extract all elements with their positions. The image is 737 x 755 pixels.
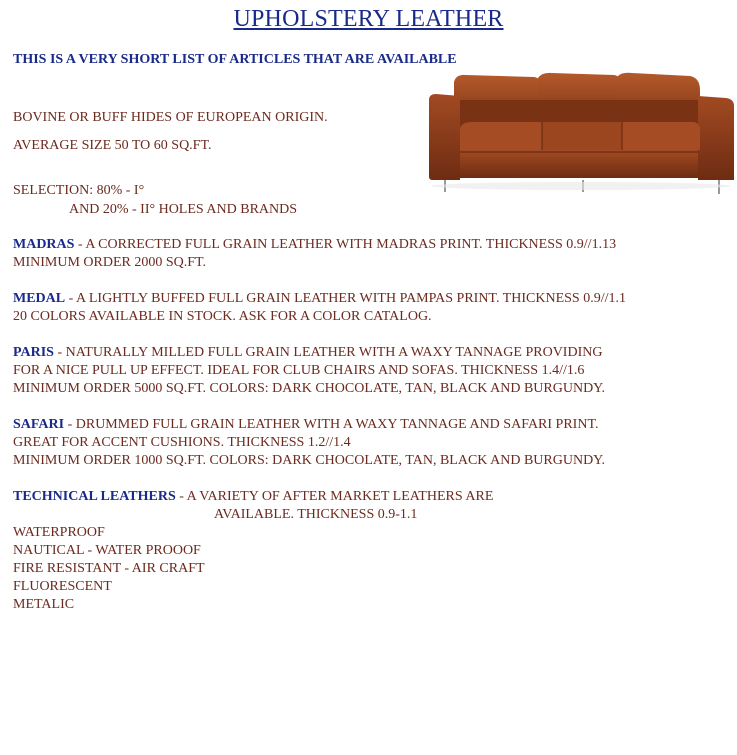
article-name: MEDAL <box>13 291 66 306</box>
article-safari-line-3: MINIMUM ORDER 1000 SQ.FT. COLORS: DARK CHOCOLATE, TAN, BLACK AND BURGUNDY. <box>13 453 605 468</box>
article-madras-line-1: MADRAS - A CORRECTED FULL GRAIN LEATHER WITH MADRAS PRINT. THICKNESS 0.9//1.13 <box>13 237 617 252</box>
technical-line-1: TECHNICAL LEATHERS - A VARIETY OF AFTER MARKET LEATHERS ARE <box>13 489 494 504</box>
size-text: AVERAGE SIZE 50 TO 60 SQ.FT. <box>13 138 212 153</box>
origin-text: BOVINE OR BUFF HIDES OF EUROPEAN ORIGIN. <box>13 110 328 125</box>
technical-item: WATERPROOF <box>13 525 105 540</box>
technical-item: METALIC <box>13 597 75 612</box>
article-medal-line-2: 20 COLORS AVAILABLE IN STOCK. ASK FOR A COLOR CATALOG. <box>13 309 432 324</box>
article-paris-line-1: PARIS - NATURALLY MILLED FULL GRAIN LEATHER WITH A WAXY TANNAGE PROVIDING <box>13 345 603 360</box>
article-name: SAFARI <box>13 417 65 432</box>
page-subtitle: THIS IS A VERY SHORT LIST OF ARTICLES THAT ARE AVAILABLE <box>13 52 457 67</box>
article-paris-line-2: FOR A NICE PULL UP EFFECT. IDEAL FOR CLUB CHAIRS AND SOFAS. THICKNESS 1.4//1.6 <box>13 363 585 378</box>
article-medal-line-1: MEDAL - A LIGHTLY BUFFED FULL GRAIN LEATHER WITH PAMPAS PRINT. THICKNESS 0.9//1.1 <box>13 291 626 306</box>
article-paris-line-3: MINIMUM ORDER 5000 SQ.FT. COLORS: DARK CHOCOLATE, TAN, BLACK AND BURGUNDY. <box>13 381 605 396</box>
article-safari-line-1: SAFARI - DRUMMED FULL GRAIN LEATHER WITH A WAXY TANNAGE AND SAFARI PRINT. <box>13 417 599 432</box>
sofa-image <box>426 70 736 196</box>
selection-line-1: SELECTION: 80% - I° <box>13 183 145 198</box>
article-name: MADRAS <box>13 237 75 252</box>
article-name: PARIS <box>13 345 54 360</box>
article-madras-line-2: MINIMUM ORDER 2000 SQ.FT. <box>13 255 207 270</box>
page-title: UPHOLSTERY LEATHER <box>233 6 504 32</box>
technical-item: FLUORESCENT <box>13 579 112 594</box>
technical-item: FIRE RESISTANT - AIR CRAFT <box>13 561 205 576</box>
article-safari-line-2: GREAT FOR ACCENT CUSHIONS. THICKNESS 1.2//1.4 <box>13 435 351 450</box>
selection-line-2: AND 20% - II° HOLES AND BRANDS <box>69 202 298 217</box>
technical-item: NAUTICAL - WATER PROOOF <box>13 543 201 558</box>
technical-name: TECHNICAL LEATHERS <box>13 489 176 504</box>
technical-line-2: AVAILABLE. THICKNESS 0.9-1.1 <box>214 507 418 522</box>
